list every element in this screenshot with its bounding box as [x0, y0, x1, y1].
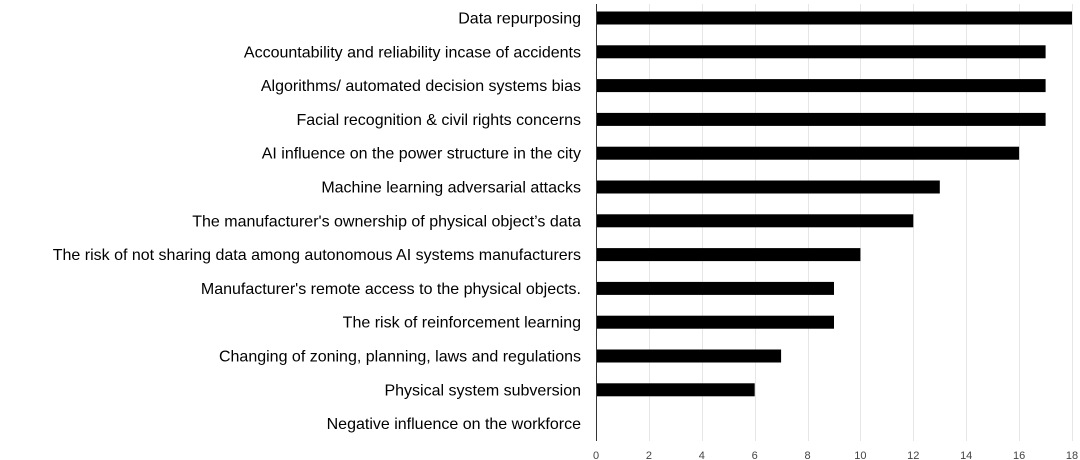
bar-12: [596, 383, 755, 396]
bar-3: [596, 79, 1046, 92]
category-label-3: Algorithms/ automated decision systems bias: [260, 78, 581, 96]
bar-11: [596, 350, 781, 363]
bars: [596, 12, 1072, 397]
x-tick-label-0: 0: [592, 450, 600, 460]
category-label-4: Facial recognition & civil rights concerns: [296, 111, 581, 129]
category-label-6: Machine learning adversarial attacks: [321, 179, 581, 197]
bar-8: [596, 248, 860, 261]
x-tick-label-18: 18: [1065, 450, 1079, 460]
x-tick-label-10: 10: [854, 450, 867, 460]
category-label-12: Physical system subversion: [384, 382, 581, 400]
x-tick-labels: [593, 450, 1078, 460]
category-label-8: The risk of not sharing data among autonomous AI systems manufacturers: [52, 247, 581, 265]
bar-5: [596, 147, 1019, 160]
x-tick-label-2: 2: [645, 450, 652, 460]
x-tick-label-16: 16: [1012, 450, 1026, 460]
category-label-9: Manufacturer's remote access to the physical objects.: [200, 280, 581, 298]
x-tick-label-14: 14: [960, 450, 973, 460]
category-label-10: The risk of reinforcement learning: [342, 314, 581, 332]
bar-7: [596, 214, 913, 227]
category-labels: [53, 11, 581, 434]
category-label-7: The manufacturer's ownership of physical object’s data: [192, 213, 581, 231]
bar-6: [596, 181, 940, 194]
bar-2: [596, 45, 1046, 58]
category-label-2: Accountability and reliability incase of accidents: [243, 44, 581, 62]
category-label-5: AI influence on the power structure in the city: [261, 145, 581, 163]
bar-9: [596, 282, 834, 295]
bar-4: [596, 113, 1046, 126]
x-tick-label-12: 12: [907, 450, 920, 460]
x-tick-label-6: 6: [751, 450, 758, 460]
category-label-13: Negative influence on the workforce: [326, 416, 581, 434]
x-tick-label-8: 8: [804, 450, 811, 460]
bar-1: [596, 12, 1072, 25]
category-label-11: Changing of zoning, planning, laws and regulations: [218, 348, 581, 366]
category-label-1: Data repurposing: [458, 10, 581, 28]
bar-10: [596, 316, 834, 329]
x-tick-label-4: 4: [698, 450, 705, 460]
